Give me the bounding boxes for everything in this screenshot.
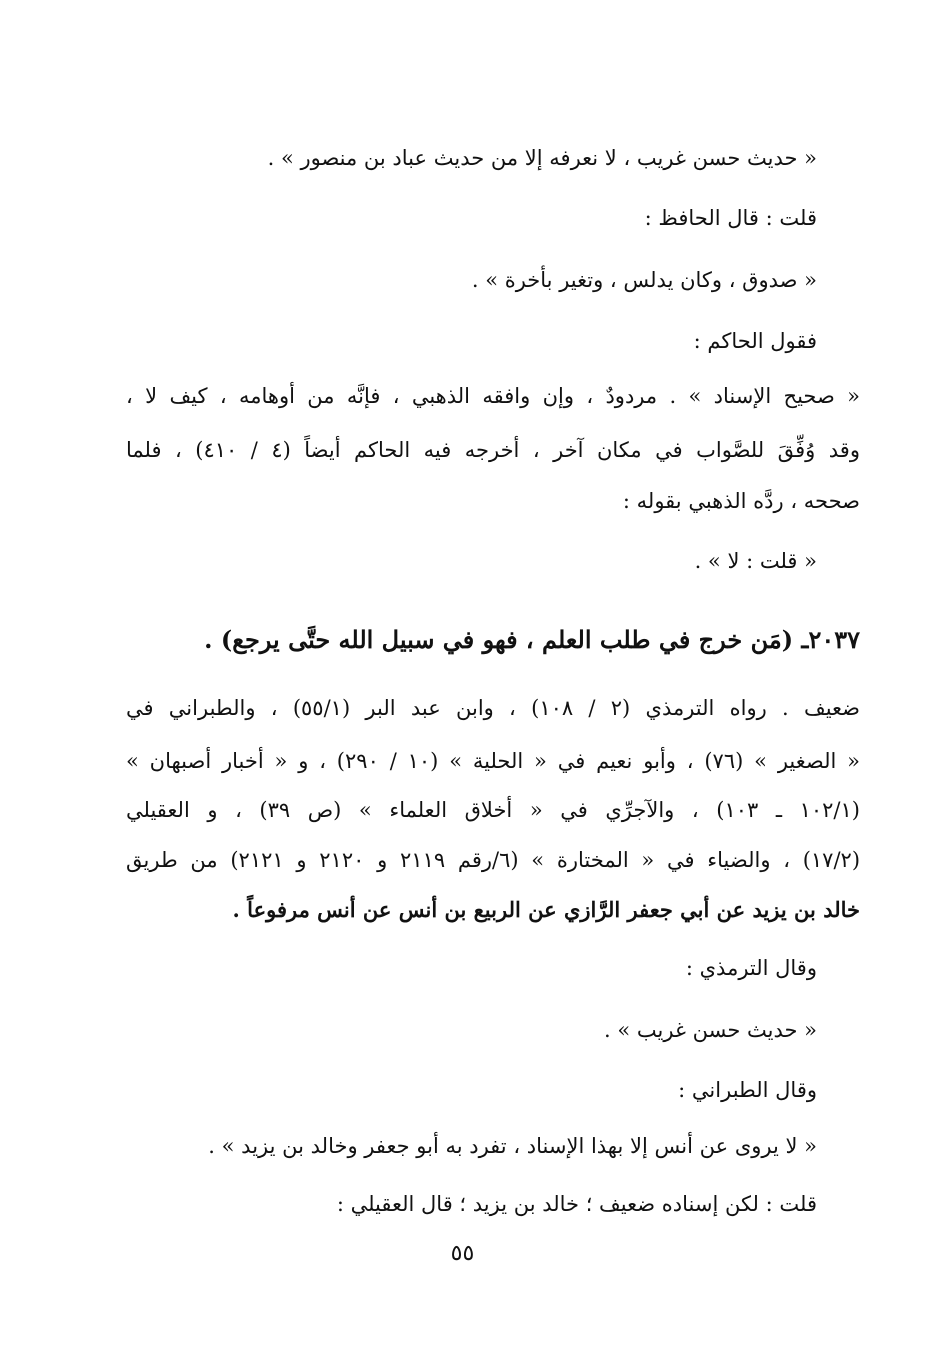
- quote-line: « قلت : لا » .: [694, 549, 817, 573]
- paragraph-line: (١٧/٢) ، والضياء في « المختارة » (٦/رقم ٢١١٩ و ٢١٢٠ و ٢١٢١) من طريق: [126, 848, 861, 872]
- text-line: فقول الحاكم :: [693, 329, 817, 353]
- text-line: قلت : لكن إسناده ضعيف ؛ خالد بن يزيد ؛ قال العقيلي :: [336, 1192, 817, 1216]
- paragraph-line: صححه ، ردَّه الذهبي بقوله :: [622, 489, 860, 513]
- text-line: قلت : قال الحافظ :: [644, 206, 817, 230]
- paragraph-line: ضعيف . رواه الترمذي (٢ / ١٠٨) ، وابن عبد البر (٥٥/١) ، والطبراني في: [126, 696, 860, 720]
- paragraph-line: وقد وُفِّقَ للصَّواب في مكان آخر ، أخرجه فيه الحاكم أيضاً (٤ / ٤١٠) ، فلما: [126, 438, 860, 462]
- paragraph-line: « الصغير » (٧٦) ، وأبو نعيم في « الحلية » (١٠ / ٢٩٠) ، و « أخبار أصبهان »: [126, 749, 860, 773]
- quote-line: « حديث حسن غريب » .: [604, 1018, 817, 1042]
- paragraph-line: « صحيح الإسناد » . مردودٌ ، وإن وافقه الذهبي ، فإنَّه من أوهامه ، كيف لا ،: [126, 384, 860, 408]
- quote-line: « صدوق ، وكان يدلس ، وتغير بأخرة » .: [471, 268, 817, 292]
- page-number: ٥٥: [450, 1241, 475, 1266]
- quote-line: « حديث حسن غريب ، لا نعرفه إلا من حديث عباد بن منصور » .: [267, 146, 817, 170]
- text-line: وقال الطبراني :: [678, 1078, 817, 1102]
- quote-line: « لا يروى عن أنس إلا بهذا الإسناد ، تفرد به أبو جعفر وخالد بن يزيد » .: [208, 1134, 817, 1158]
- text-line: وقال الترمذي :: [685, 956, 817, 980]
- paragraph-line: خالد بن يزيد عن أبي جعفر الرَّازي عن الربيع بن أنس عن أنس مرفوعاً .: [232, 897, 860, 922]
- hadith-heading: ٢٠٣٧ـ (مَن خرج في طلب العلم ، فهو في سبيل الله حتَّى يرجع) .: [204, 625, 860, 654]
- paragraph-line: (١٠٢/١ ـ ١٠٣) ، والآجرِّي في « أخلاق العلماء » (ص ٣٩) ، و العقيلي: [126, 798, 860, 822]
